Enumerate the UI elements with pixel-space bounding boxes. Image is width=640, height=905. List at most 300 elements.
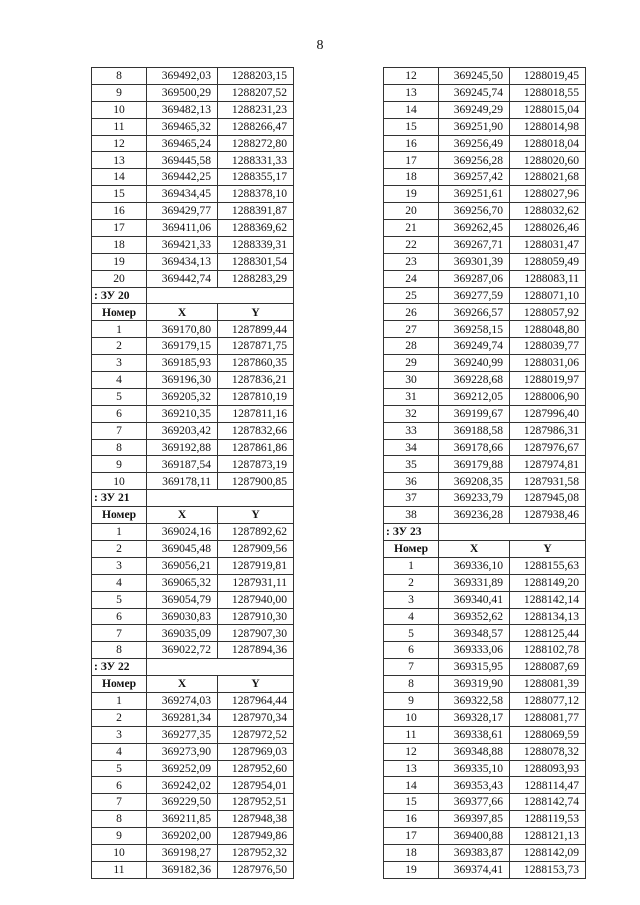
y-coordinate-cell: 1288155,63 [510,557,586,574]
x-coordinate-cell: 369203,42 [147,422,218,439]
table-row [384,439,586,456]
y-coordinate-cell: 1287861,86 [218,439,294,456]
table-row [92,709,294,726]
table-row [92,828,294,845]
x-coordinate-cell: 369421,33 [147,236,218,253]
point-number-cell: 28 [384,338,439,355]
point-number-cell: 6 [384,642,439,659]
table-row [92,844,294,861]
point-number-cell: 3 [92,726,147,743]
point-number-cell: 13 [384,760,439,777]
point-number-cell: 3 [92,557,147,574]
table-row [92,186,294,203]
x-coordinate-cell: 369287,06 [439,270,510,287]
point-number-cell: 4 [92,743,147,760]
x-coordinate-cell: 369188,58 [439,422,510,439]
y-coordinate-cell: 1288019,45 [510,68,586,85]
point-number-cell: 10 [384,709,439,726]
x-coordinate-cell: 369179,15 [147,338,218,355]
x-coordinate-cell: 369500,29 [147,84,218,101]
x-coordinate-cell: 369179,88 [439,456,510,473]
table-row [384,321,586,338]
point-number-cell: 10 [92,101,147,118]
point-number-cell: 6 [92,608,147,625]
table-row [384,186,586,203]
x-coordinate-cell: 369251,90 [439,118,510,135]
y-coordinate-cell: 1288006,90 [510,388,586,405]
point-number-cell: 5 [92,388,147,405]
point-number-cell: 7 [92,625,147,642]
x-coordinate-cell: 369274,03 [147,692,218,709]
table-row [384,659,586,676]
table-row [92,540,294,557]
column-header: Y [218,507,294,524]
x-coordinate-cell: 369445,58 [147,152,218,169]
y-coordinate-cell: 1287974,81 [510,456,586,473]
section-title: : ЗУ 21 [92,490,147,507]
section-title-row [92,490,294,507]
point-number-cell: 31 [384,388,439,405]
y-coordinate-cell: 1287810,19 [218,388,294,405]
y-coordinate-cell: 1287900,85 [218,473,294,490]
point-number-cell: 36 [384,473,439,490]
y-coordinate-cell: 1287892,62 [218,524,294,541]
column-header: Номер [384,540,439,557]
table-row [384,794,586,811]
x-coordinate-cell: 369187,54 [147,456,218,473]
y-coordinate-cell: 1288331,33 [218,152,294,169]
column-header: Y [218,676,294,693]
y-coordinate-cell: 1288272,80 [218,135,294,152]
point-number-cell: 15 [384,118,439,135]
point-number-cell: 4 [92,372,147,389]
table-row [92,321,294,338]
point-number-cell: 17 [384,828,439,845]
table-row [92,405,294,422]
x-coordinate-cell: 369054,79 [147,591,218,608]
x-coordinate-cell: 369482,13 [147,101,218,118]
y-coordinate-cell: 1288032,62 [510,203,586,220]
section-title-empty-cell [439,524,586,541]
table-row [384,760,586,777]
x-coordinate-cell: 369202,00 [147,828,218,845]
point-number-cell: 12 [92,135,147,152]
point-number-cell: 20 [384,203,439,220]
table-row [384,642,586,659]
table-row [384,355,586,372]
x-coordinate-cell: 369256,49 [439,135,510,152]
y-coordinate-cell: 1288121,13 [510,828,586,845]
y-coordinate-cell: 1287871,75 [218,338,294,355]
y-coordinate-cell: 1288014,98 [510,118,586,135]
y-coordinate-cell: 1287931,58 [510,473,586,490]
table-row [384,557,586,574]
point-number-cell: 20 [92,270,147,287]
table-row [384,287,586,304]
x-coordinate-cell: 369170,80 [147,321,218,338]
table-row [92,422,294,439]
y-coordinate-cell: 1287860,35 [218,355,294,372]
x-coordinate-cell: 369024,16 [147,524,218,541]
x-coordinate-cell: 369240,99 [439,355,510,372]
x-coordinate-cell: 369182,36 [147,861,218,878]
table-row [92,574,294,591]
x-coordinate-cell: 369065,32 [147,574,218,591]
point-number-cell: 13 [384,84,439,101]
page-number: 8 [316,38,324,53]
point-number-cell: 4 [92,574,147,591]
section-title-row [384,524,586,541]
point-number-cell: 16 [384,135,439,152]
x-coordinate-cell: 369185,93 [147,355,218,372]
table-row [92,794,294,811]
y-coordinate-cell: 1288203,15 [218,68,294,85]
y-coordinate-cell: 1287970,34 [218,709,294,726]
y-coordinate-cell: 1288369,62 [218,220,294,237]
point-number-cell: 12 [384,743,439,760]
x-coordinate-cell: 369212,05 [439,388,510,405]
x-coordinate-cell: 369411,06 [147,220,218,237]
y-coordinate-cell: 1288027,96 [510,186,586,203]
x-coordinate-cell: 369229,50 [147,794,218,811]
x-coordinate-cell: 369328,17 [439,709,510,726]
y-coordinate-cell: 1288102,78 [510,642,586,659]
column-header: X [147,507,218,524]
point-number-cell: 9 [92,828,147,845]
table-row [384,861,586,878]
y-coordinate-cell: 1288071,10 [510,287,586,304]
y-coordinate-cell: 1288142,09 [510,844,586,861]
y-coordinate-cell: 1288018,55 [510,84,586,101]
x-coordinate-cell: 369056,21 [147,557,218,574]
y-coordinate-cell: 1288231,23 [218,101,294,118]
column-header: Номер [92,507,147,524]
table-row [92,473,294,490]
table-row [384,490,586,507]
point-number-cell: 18 [92,236,147,253]
table-header-row [384,540,586,557]
table-row [384,507,586,524]
x-coordinate-cell: 369383,87 [439,844,510,861]
table-row [384,844,586,861]
table-row [92,135,294,152]
y-coordinate-cell: 1288266,47 [218,118,294,135]
y-coordinate-cell: 1288078,32 [510,743,586,760]
table-row [92,68,294,85]
table-row [384,169,586,186]
table-row [92,743,294,760]
point-number-cell: 2 [92,709,147,726]
y-coordinate-cell: 1288031,06 [510,355,586,372]
point-number-cell: 22 [384,236,439,253]
point-number-cell: 18 [384,169,439,186]
point-number-cell: 4 [384,608,439,625]
point-number-cell: 19 [384,861,439,878]
point-number-cell: 21 [384,220,439,237]
point-number-cell: 14 [384,101,439,118]
table-row [384,574,586,591]
x-coordinate-cell: 369228,68 [439,372,510,389]
x-coordinate-cell: 369492,03 [147,68,218,85]
x-coordinate-cell: 369256,28 [439,152,510,169]
point-number-cell: 19 [92,253,147,270]
point-number-cell: 17 [384,152,439,169]
point-number-cell: 1 [92,524,147,541]
y-coordinate-cell: 1287976,50 [218,861,294,878]
x-coordinate-cell: 369348,88 [439,743,510,760]
point-number-cell: 16 [92,203,147,220]
table-row [384,726,586,743]
x-coordinate-cell: 369210,35 [147,405,218,422]
table-row [92,152,294,169]
table-row [384,405,586,422]
y-coordinate-cell: 1288391,87 [218,203,294,220]
y-coordinate-cell: 1287938,46 [510,507,586,524]
table-row [92,760,294,777]
y-coordinate-cell: 1288057,92 [510,304,586,321]
x-coordinate-cell: 369315,95 [439,659,510,676]
table-row [384,118,586,135]
y-coordinate-cell: 1287949,86 [218,828,294,845]
y-coordinate-cell: 1287907,30 [218,625,294,642]
y-coordinate-cell: 1288149,20 [510,574,586,591]
table-row [92,811,294,828]
table-row [384,304,586,321]
x-coordinate-cell: 369251,61 [439,186,510,203]
y-coordinate-cell: 1287894,36 [218,642,294,659]
x-coordinate-cell: 369211,85 [147,811,218,828]
table-header-row [92,304,294,321]
y-coordinate-cell: 1287811,16 [218,405,294,422]
table-row [92,355,294,372]
x-coordinate-cell: 369338,61 [439,726,510,743]
point-number-cell: 8 [92,811,147,828]
point-number-cell: 10 [92,844,147,861]
table-row [92,726,294,743]
table-row [92,608,294,625]
x-coordinate-cell: 369397,85 [439,811,510,828]
table-row [384,828,586,845]
table-row [384,388,586,405]
point-number-cell: 2 [92,540,147,557]
table-row [384,422,586,439]
table-row [92,118,294,135]
x-coordinate-cell: 369249,29 [439,101,510,118]
table-row [92,692,294,709]
point-number-cell: 6 [92,777,147,794]
y-coordinate-cell: 1287910,30 [218,608,294,625]
y-coordinate-cell: 1288142,14 [510,591,586,608]
column-header: Y [218,304,294,321]
x-coordinate-cell: 369178,11 [147,473,218,490]
x-coordinate-cell: 369236,28 [439,507,510,524]
y-coordinate-cell: 1288087,69 [510,659,586,676]
point-number-cell: 7 [92,422,147,439]
point-number-cell: 14 [92,169,147,186]
x-coordinate-cell: 369429,77 [147,203,218,220]
point-number-cell: 5 [92,760,147,777]
point-number-cell: 2 [384,574,439,591]
x-coordinate-cell: 369319,90 [439,676,510,693]
point-number-cell: 37 [384,490,439,507]
x-coordinate-cell: 369267,71 [439,236,510,253]
y-coordinate-cell: 1288069,59 [510,726,586,743]
y-coordinate-cell: 1288020,60 [510,152,586,169]
table-row [92,591,294,608]
table-row [92,388,294,405]
x-coordinate-cell: 369400,88 [439,828,510,845]
table-row [92,861,294,878]
x-coordinate-cell: 369322,58 [439,692,510,709]
section-title-empty-cell [147,287,294,304]
point-number-cell: 16 [384,811,439,828]
column-header: Номер [92,304,147,321]
point-number-cell: 24 [384,270,439,287]
point-number-cell: 15 [92,186,147,203]
point-number-cell: 18 [384,844,439,861]
x-coordinate-cell: 369245,74 [439,84,510,101]
x-coordinate-cell: 369465,32 [147,118,218,135]
section-title-row [92,659,294,676]
table-row [384,236,586,253]
point-number-cell: 2 [92,338,147,355]
point-number-cell: 5 [384,625,439,642]
y-coordinate-cell: 1287976,67 [510,439,586,456]
table-row [384,591,586,608]
point-number-cell: 3 [384,591,439,608]
point-number-cell: 32 [384,405,439,422]
section-title: : ЗУ 20 [92,287,147,304]
point-number-cell: 5 [92,591,147,608]
y-coordinate-cell: 1287964,44 [218,692,294,709]
point-number-cell: 17 [92,220,147,237]
table-row [384,338,586,355]
table-row [92,524,294,541]
table-row [92,456,294,473]
column-header: Y [510,540,586,557]
y-coordinate-cell: 1287836,21 [218,372,294,389]
x-coordinate-cell: 369352,62 [439,608,510,625]
table-row [384,84,586,101]
point-number-cell: 38 [384,507,439,524]
table-row [384,270,586,287]
point-number-cell: 34 [384,439,439,456]
y-coordinate-cell: 1288081,77 [510,709,586,726]
table-row [384,676,586,693]
x-coordinate-cell: 369242,02 [147,777,218,794]
point-number-cell: 9 [92,456,147,473]
point-number-cell: 13 [92,152,147,169]
point-number-cell: 8 [92,439,147,456]
table-row [384,473,586,490]
table-row [92,270,294,287]
section-title-empty-cell [147,659,294,676]
point-number-cell: 1 [92,321,147,338]
x-coordinate-cell: 369257,42 [439,169,510,186]
y-coordinate-cell: 1288015,04 [510,101,586,118]
table-row [384,777,586,794]
table-row [384,253,586,270]
x-coordinate-cell: 369374,41 [439,861,510,878]
y-coordinate-cell: 1287952,51 [218,794,294,811]
y-coordinate-cell: 1288026,46 [510,220,586,237]
y-coordinate-cell: 1288119,53 [510,811,586,828]
table-row [92,203,294,220]
y-coordinate-cell: 1287899,44 [218,321,294,338]
y-coordinate-cell: 1288039,77 [510,338,586,355]
table-row [92,557,294,574]
point-number-cell: 15 [384,794,439,811]
y-coordinate-cell: 1287972,52 [218,726,294,743]
table-row [92,338,294,355]
x-coordinate-cell: 369465,24 [147,135,218,152]
table-row [92,777,294,794]
column-header: X [439,540,510,557]
point-number-cell: 9 [384,692,439,709]
x-coordinate-cell: 369256,70 [439,203,510,220]
x-coordinate-cell: 369277,35 [147,726,218,743]
table-row [384,372,586,389]
point-number-cell: 6 [92,405,147,422]
table-row [384,101,586,118]
point-number-cell: 9 [92,84,147,101]
point-number-cell: 29 [384,355,439,372]
x-coordinate-cell: 369434,45 [147,186,218,203]
table-row [92,101,294,118]
y-coordinate-cell: 1288019,97 [510,372,586,389]
table-row [92,642,294,659]
y-coordinate-cell: 1288355,17 [218,169,294,186]
x-coordinate-cell: 369353,43 [439,777,510,794]
x-coordinate-cell: 369262,45 [439,220,510,237]
table-row [92,372,294,389]
section-title-empty-cell [147,490,294,507]
x-coordinate-cell: 369277,59 [439,287,510,304]
x-coordinate-cell: 369336,10 [439,557,510,574]
y-coordinate-cell: 1287832,66 [218,422,294,439]
section-title: : ЗУ 22 [92,659,147,676]
table-row [92,169,294,186]
y-coordinate-cell: 1288059,49 [510,253,586,270]
x-coordinate-cell: 369205,32 [147,388,218,405]
y-coordinate-cell: 1288114,47 [510,777,586,794]
y-coordinate-cell: 1288153,73 [510,861,586,878]
point-number-cell: 1 [384,557,439,574]
y-coordinate-cell: 1287954,01 [218,777,294,794]
table-row [384,68,586,85]
y-coordinate-cell: 1288031,47 [510,236,586,253]
y-coordinate-cell: 1288339,31 [218,236,294,253]
section-title-row [92,287,294,304]
x-coordinate-cell: 369335,10 [439,760,510,777]
point-number-cell: 10 [92,473,147,490]
table-row [92,439,294,456]
y-coordinate-cell: 1287948,38 [218,811,294,828]
y-coordinate-cell: 1287986,31 [510,422,586,439]
x-coordinate-cell: 369249,74 [439,338,510,355]
y-coordinate-cell: 1288081,39 [510,676,586,693]
y-coordinate-cell: 1287952,60 [218,760,294,777]
x-coordinate-cell: 369233,79 [439,490,510,507]
table-row [92,253,294,270]
y-coordinate-cell: 1288018,04 [510,135,586,152]
y-coordinate-cell: 1288134,13 [510,608,586,625]
point-number-cell: 11 [92,861,147,878]
x-coordinate-cell: 369331,89 [439,574,510,591]
x-coordinate-cell: 369196,30 [147,372,218,389]
x-coordinate-cell: 369035,09 [147,625,218,642]
table-row [384,203,586,220]
